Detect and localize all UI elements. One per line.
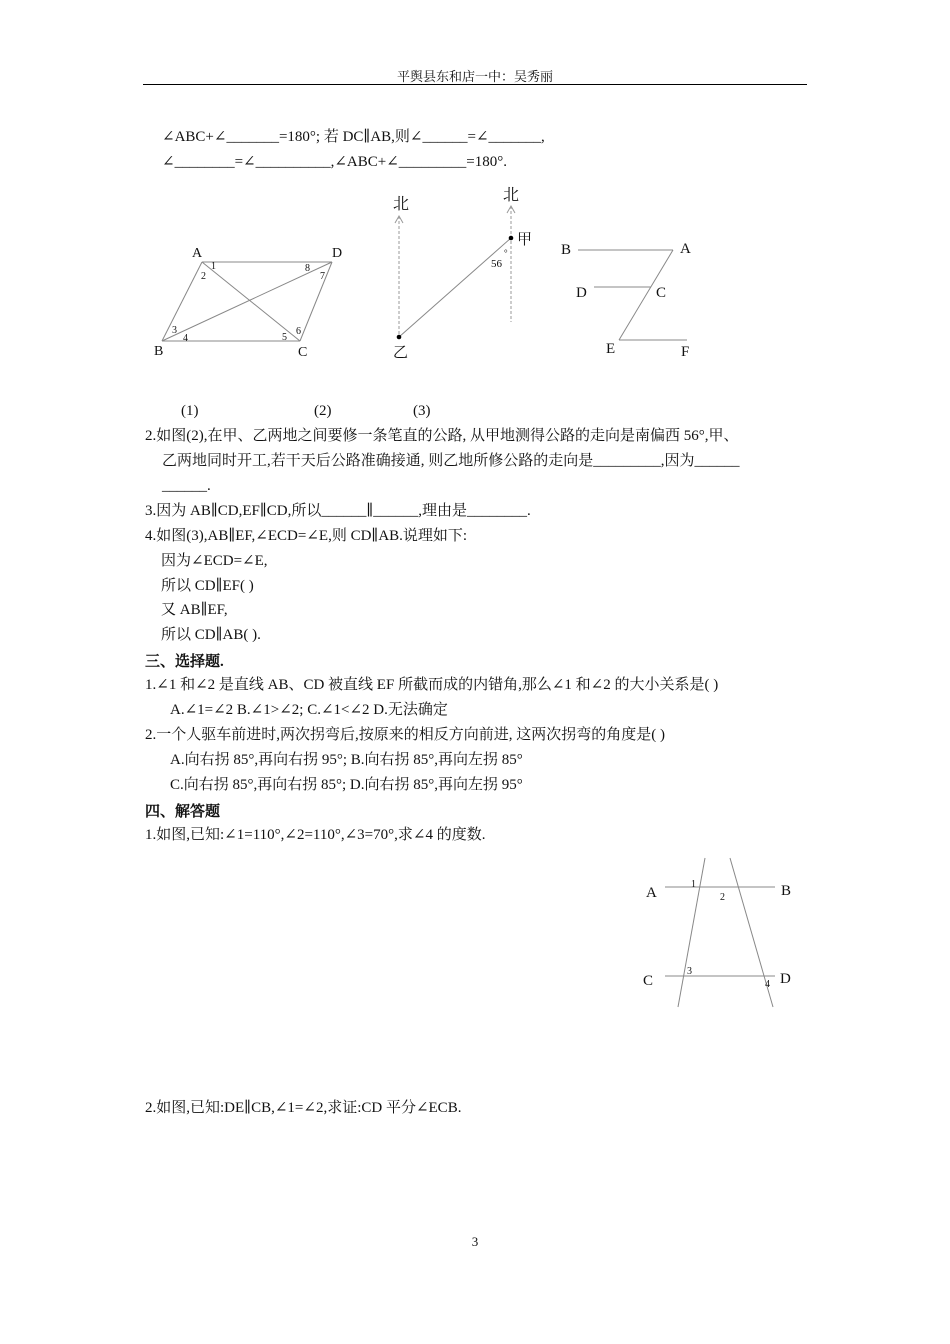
page-number: 3 bbox=[471, 1234, 479, 1249]
section-3-title: 三、选择题. bbox=[145, 654, 224, 670]
mc2-options-2: C.向右拐 85°,再向右拐 85°; D.向右拐 85°,再向左拐 95° bbox=[170, 777, 523, 793]
mc2-options-1: A.向右拐 85°,再向右拐 95°; B.向右拐 85°,再向左拐 85° bbox=[170, 752, 523, 768]
q4-line-1: 4.如图(3),AB∥EF,∠ECD=∠E,则 CD∥AB.说理如下: bbox=[145, 528, 468, 544]
mc2-stem: 2.一个人驱车前进时,两次拐弯后,按原来的相反方向前进, 这两次拐弯的角度是( ) bbox=[145, 727, 665, 743]
label-b: B bbox=[561, 242, 572, 258]
yi-label: 乙 bbox=[393, 345, 409, 361]
diagonal-ac bbox=[202, 262, 300, 341]
angle-label-2: 2 bbox=[720, 892, 725, 903]
q4-line-3: 所以 CD∥EF( ) bbox=[161, 578, 254, 594]
degree-mark: ° bbox=[504, 248, 508, 258]
vertex-label-a: A bbox=[192, 246, 203, 261]
label-b: B bbox=[781, 883, 792, 899]
label-a: A bbox=[680, 241, 691, 257]
angle-label-4: 4 bbox=[183, 333, 188, 344]
q4-line-5: 所以 CD∥AB( ). bbox=[161, 627, 261, 643]
angle-label-4: 4 bbox=[765, 979, 770, 990]
label-f: F bbox=[681, 344, 690, 360]
vertex-label-b: B bbox=[154, 344, 164, 359]
label-d: D bbox=[576, 285, 587, 301]
q4-line-4: 又 AB∥EF, bbox=[161, 602, 228, 618]
point-yi bbox=[397, 335, 402, 340]
figure-2-caption: (2) bbox=[314, 403, 332, 419]
figure-1-caption: (1) bbox=[181, 403, 199, 419]
figure-4-transversals bbox=[640, 855, 800, 1015]
angle-label-7: 7 bbox=[320, 271, 325, 282]
page-header: 平舆县东和店一中：吴秀丽 bbox=[396, 69, 553, 84]
vertex-label-d: D bbox=[332, 246, 343, 261]
angle-label-1: 1 bbox=[691, 879, 696, 890]
intro-line-1: ∠ABC+∠_______=180°; 若 DC∥AB,则∠______=∠_______, bbox=[162, 129, 545, 145]
q2-line-1: 2.如图(2),在甲、乙两地之间要修一条笔直的公路, 从甲地测得公路的走向是南偏西 56°,甲、 bbox=[145, 428, 739, 444]
angle-label-2: 2 bbox=[201, 271, 206, 282]
header-rule bbox=[143, 84, 807, 85]
figure-1-quadrilateral bbox=[150, 238, 350, 363]
figure-3-z-shape bbox=[555, 235, 705, 365]
angle-label-8: 8 bbox=[305, 263, 310, 274]
road-line bbox=[399, 238, 511, 337]
angle-label-6: 6 bbox=[296, 326, 301, 337]
segment-ab bbox=[162, 262, 202, 341]
angle-label-5: 5 bbox=[282, 332, 287, 343]
sa1-text: 1.如图,已知:∠1=110°,∠2=110°,∠3=70°,求∠4 的度数. bbox=[145, 827, 486, 843]
label-a: A bbox=[646, 885, 657, 901]
label-d: D bbox=[780, 971, 791, 987]
q3-line: 3.因为 AB∥CD,EF∥CD,所以______∥______,理由是________. bbox=[145, 503, 531, 519]
q2-line-3: ______. bbox=[162, 478, 211, 494]
section-4-title: 四、解答题 bbox=[145, 804, 221, 820]
north-label-left: 北 bbox=[393, 196, 410, 213]
angle-label-3: 3 bbox=[172, 325, 177, 336]
angle-label-3: 3 bbox=[687, 966, 692, 977]
figure-3-caption: (3) bbox=[413, 403, 431, 419]
figure-2-bearing bbox=[385, 182, 545, 362]
label-c: C bbox=[643, 973, 654, 989]
q2-line-2: 乙两地同时开工,若干天后公路准确接通, 则乙地所修公路的走向是_________,因为______ bbox=[162, 453, 740, 469]
label-c: C bbox=[656, 285, 667, 301]
intro-line-2: ∠________=∠__________,∠ABC+∠_________=180°. bbox=[162, 154, 507, 170]
point-jia bbox=[509, 236, 514, 241]
jia-label: 甲 bbox=[517, 232, 533, 248]
mc1-options: A.∠1=∠2 B.∠1>∠2; C.∠1<∠2 D.无法确定 bbox=[170, 702, 448, 718]
mc1-stem: 1.∠1 和∠2 是直线 AB、CD 被直线 EF 所截而成的内错角,那么∠1 和∠2 的大小关系是( ) bbox=[145, 677, 719, 693]
angle-label-1: 1 bbox=[211, 261, 216, 272]
q4-line-2: 因为∠ECD=∠E, bbox=[161, 553, 268, 569]
vertex-label-c: C bbox=[298, 345, 308, 360]
angle-56-label: 56 bbox=[491, 258, 502, 270]
north-label-right: 北 bbox=[503, 187, 520, 204]
label-e: E bbox=[606, 341, 616, 357]
sa2-text: 2.如图,已知:DE∥CB,∠1=∠2,求证:CD 平分∠ECB. bbox=[145, 1100, 462, 1116]
